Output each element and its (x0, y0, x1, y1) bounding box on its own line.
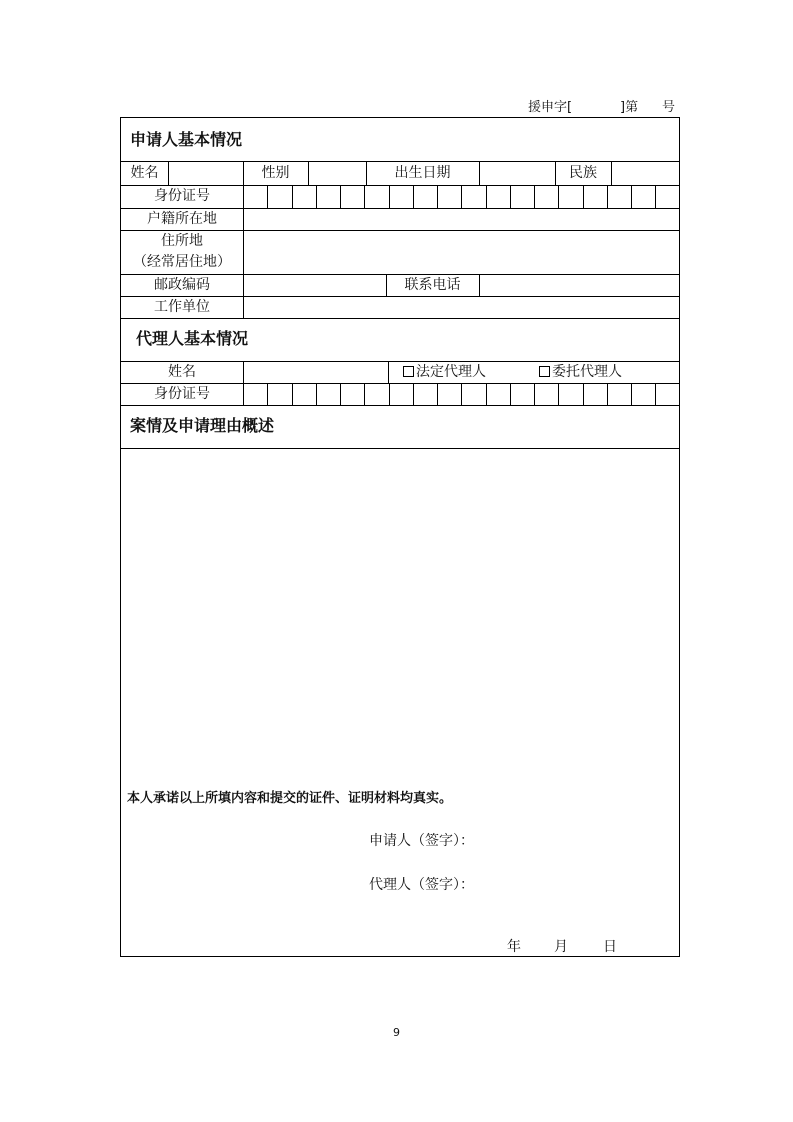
col-line (388, 361, 389, 383)
case-description-area[interactable] (125, 453, 675, 783)
agent-signature-label: 代理人（签字）： (369, 877, 474, 893)
header-bracket-close: ]第 (620, 100, 639, 115)
page-number: 9 (393, 1026, 400, 1039)
applicant-id-label: 身份证号 (154, 188, 210, 204)
gender-field[interactable] (308, 163, 366, 183)
work-unit-field[interactable] (243, 297, 679, 317)
legal-aid-application-form (120, 117, 680, 957)
birth-date-label: 出生日期 (394, 165, 451, 181)
rule (121, 318, 679, 319)
application-number-header (528, 99, 678, 117)
legal-agent-checkbox[interactable] (403, 362, 486, 382)
hukou-field[interactable] (243, 209, 679, 229)
postcode-label: 邮政编码 (154, 277, 210, 293)
checkbox-icon (403, 366, 414, 377)
rule (121, 448, 679, 449)
legal-agent-label: 法定代理人 (416, 364, 486, 380)
checkbox-icon (539, 366, 550, 377)
agent-id-boxes[interactable] (243, 384, 679, 404)
entrusted-agent-checkbox[interactable] (539, 362, 622, 382)
date-year-label: 年 (507, 939, 521, 955)
agent-name-label: 姓名 (168, 364, 196, 380)
agent-name-field[interactable] (243, 362, 388, 382)
date-day-label: 日 (603, 939, 617, 955)
gender-label: 性别 (261, 165, 290, 181)
rule (121, 405, 679, 406)
rule (121, 161, 679, 162)
hukou-label: 户籍所在地 (147, 211, 217, 227)
pledge-statement: 本人承诺以上所填内容和提交的证件、证明材料均真实。 (127, 791, 453, 806)
ethnicity-field[interactable] (611, 163, 679, 183)
agent-section-title: 代理人基本情况 (136, 329, 249, 348)
date-month-label: 月 (554, 939, 568, 955)
birth-date-field[interactable] (479, 163, 555, 183)
applicant-name-field[interactable] (168, 163, 243, 183)
postcode-field[interactable] (243, 275, 386, 295)
residence-label-note: （经常居住地） (133, 254, 231, 270)
residence-label: 住所地 (161, 233, 203, 249)
header-suffix: 号 (662, 100, 676, 115)
entrusted-agent-label: 委托代理人 (552, 364, 622, 380)
header-prefix: 援申字[ (528, 100, 573, 115)
residence-field[interactable] (243, 231, 679, 273)
work-unit-label: 工作单位 (154, 299, 210, 315)
applicant-signature-label: 申请人（签字）： (369, 833, 474, 849)
agent-id-label: 身份证号 (154, 386, 210, 402)
applicant-name-label: 姓名 (130, 165, 159, 181)
applicant-id-boxes[interactable] (243, 186, 679, 207)
phone-label: 联系电话 (404, 277, 461, 293)
phone-field[interactable] (479, 275, 679, 295)
case-section-title: 案情及申请理由概述 (130, 416, 275, 435)
ethnicity-label: 民族 (569, 165, 597, 181)
applicant-section-title: 申请人基本情况 (130, 130, 243, 149)
